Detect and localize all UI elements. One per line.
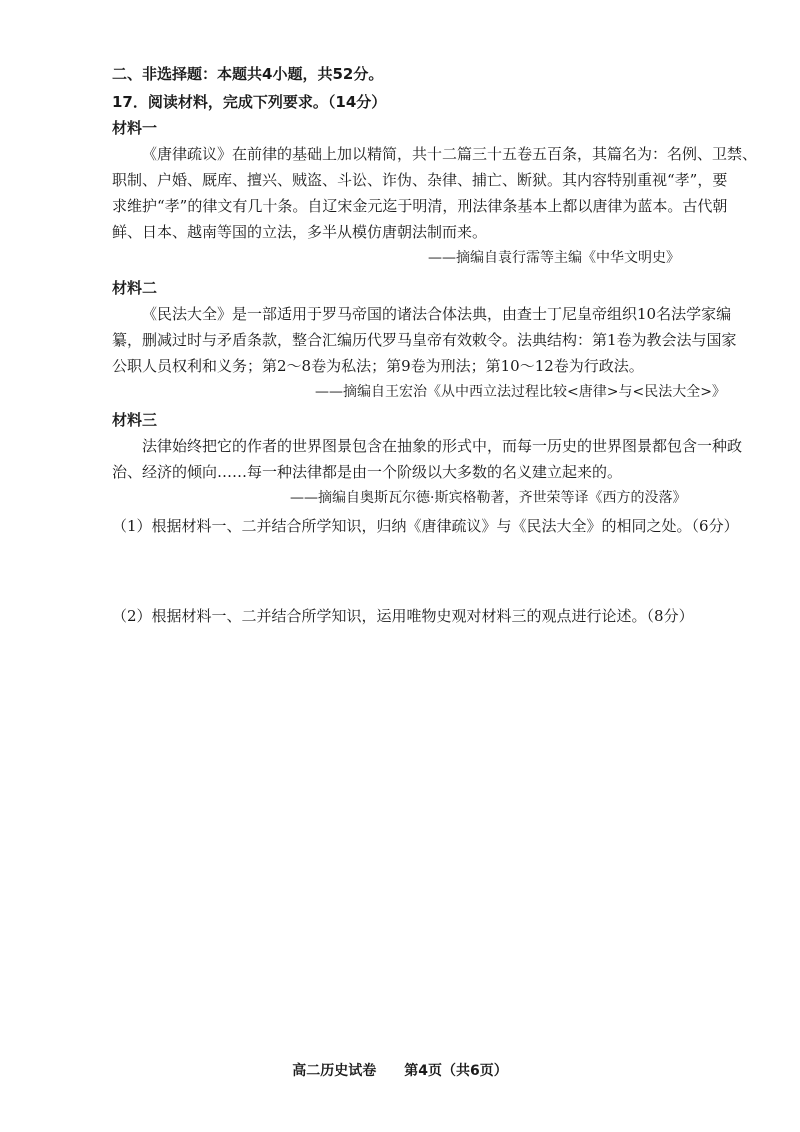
material1-line: 职制、户婚、厩库、擅兴、贼盗、斗讼、诈伪、杂律、捕亡、断狱。其内容特别重视“孝”，要 bbox=[112, 171, 728, 189]
material3-source: ——摘编自奥斯瓦尔德·斯宾格勒著，齐世荣等译《西方的没落》 bbox=[290, 490, 687, 506]
material3-line: 治、经济的倾向……每一种法律都是由一个阶级以大多数的名义建立起来的。 bbox=[112, 463, 623, 481]
section-heading: 二、非选择题：本题共4小题，共52分。 bbox=[112, 65, 384, 83]
material2-label: 材料二 bbox=[112, 279, 158, 297]
material1-label: 材料一 bbox=[112, 119, 158, 137]
material2-line: 《民法大全》是一部适用于罗马帝国的诸法合体法典，由查士丁尼皇帝组织10名法学家编 bbox=[142, 305, 732, 323]
material1-line: 求维护“孝”的律文有几十条。自辽宋金元迄于明清，刑法律条基本上都以唐律为蓝本。古代朝 bbox=[112, 197, 728, 215]
material2-source: ——摘编自王宏治《从中西立法过程比较<唐律>与<民法大全>》 bbox=[315, 384, 726, 400]
subquestion-2: （2）根据材料一、二并结合所学知识，运用唯物史观对材料三的观点进行论述。（8分） bbox=[112, 607, 694, 625]
material2-line: 公职人员权利和义务；第2～8卷为私法；第9卷为刑法；第10～12卷为行政法。 bbox=[112, 357, 644, 375]
page-footer: 高二历史试卷 第4页（共6页） bbox=[292, 1063, 508, 1079]
subquestion-1: （1）根据材料一、二并结合所学知识，归纳《唐律疏议》与《民法大全》的相同之处。（6分） bbox=[112, 517, 739, 535]
question-prompt: 17．阅读材料，完成下列要求。（14分） bbox=[112, 93, 387, 111]
material1-line: 鲜、日本、越南等国的立法，多半从模仿唐朝法制而来。 bbox=[112, 223, 488, 241]
material1-line: 《唐律疏议》在前律的基础上加以精简，共十二篇三十五卷五百条，其篇名为：名例、卫禁、 bbox=[142, 145, 758, 163]
material1-source: ——摘编自袁行霈等主编《中华文明史》 bbox=[428, 250, 680, 266]
material3-line: 法律始终把它的作者的世界图景包含在抽象的形式中，而每一历史的世界图景都包含一种政 bbox=[142, 437, 743, 455]
material2-line: 纂，删减过时与矛盾条款，整合汇编历代罗马皇帝有效敕令。法典结构：第1卷为教会法与国家 bbox=[112, 331, 737, 349]
material3-label: 材料三 bbox=[112, 411, 158, 429]
